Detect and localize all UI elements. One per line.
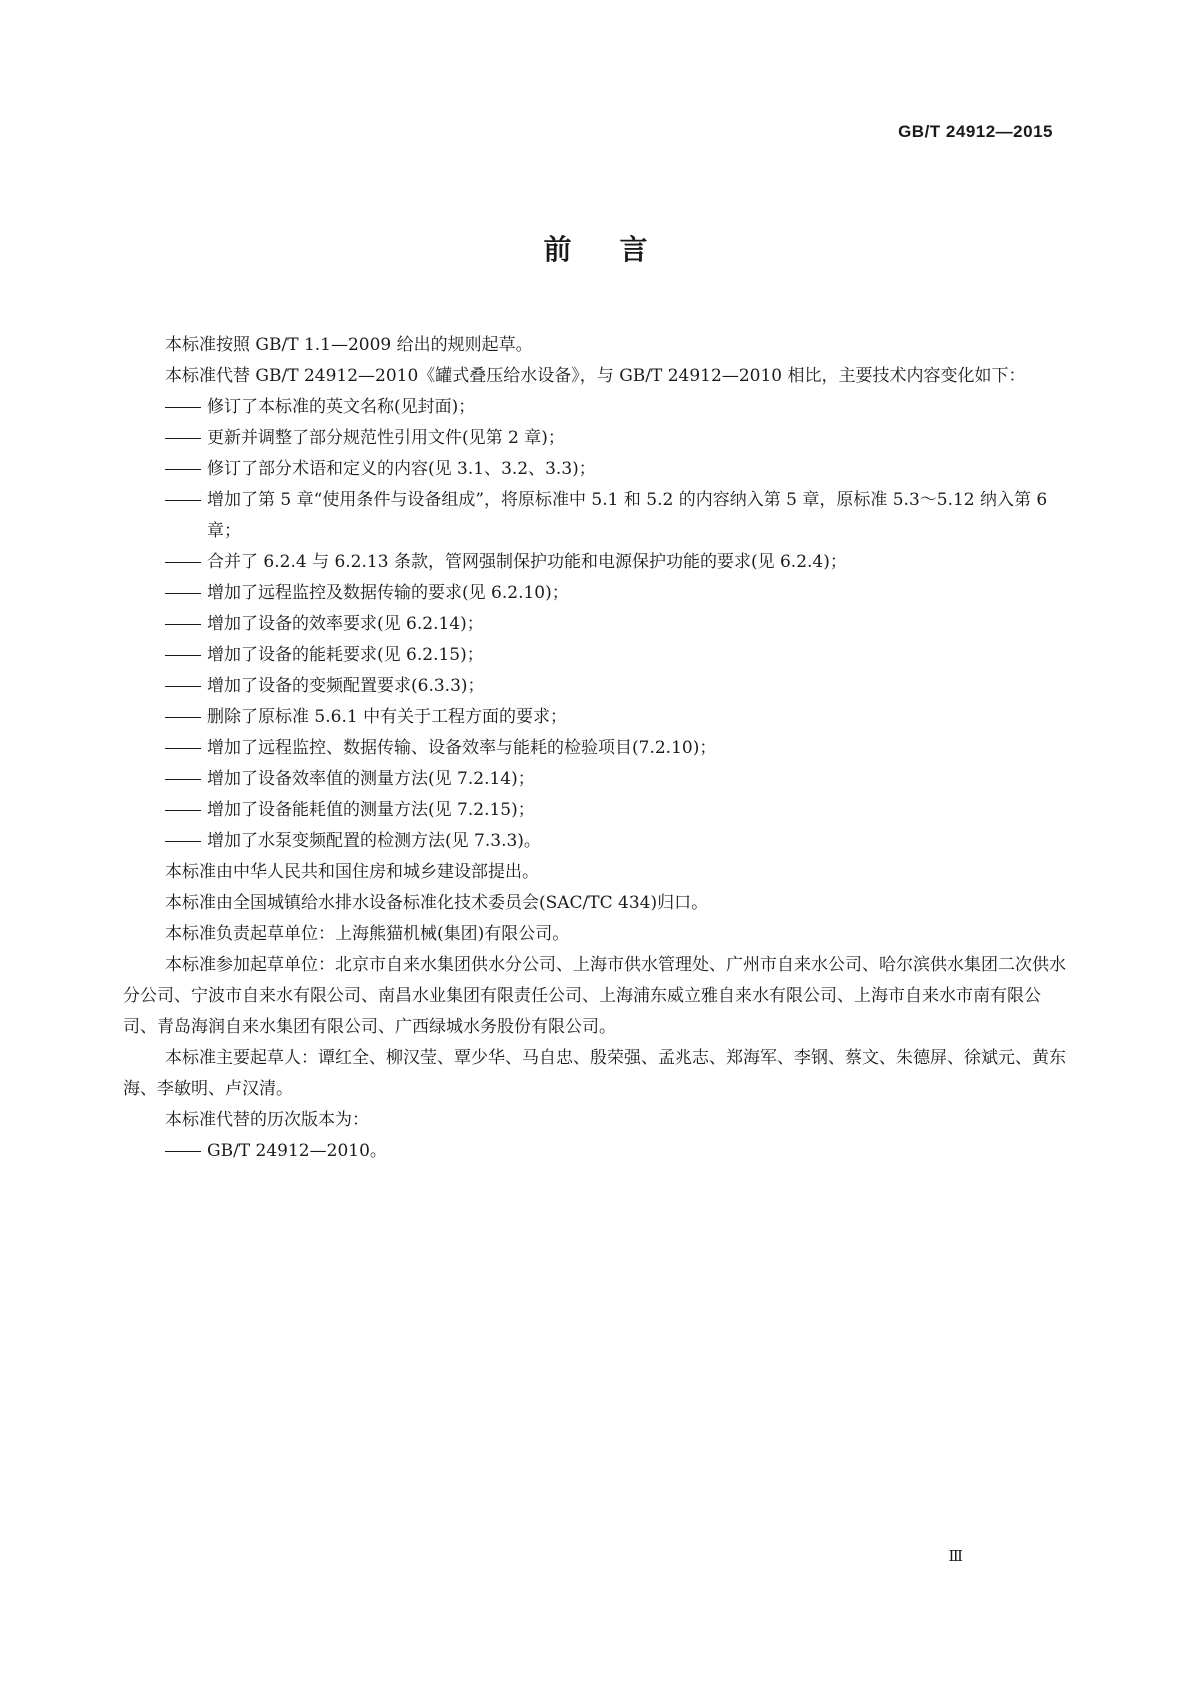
list-item bbox=[123, 423, 1068, 454]
dash-marker bbox=[165, 1151, 201, 1152]
paragraph: 本标准参加起草单位：北京市自来水集团供水分公司、上海市供水管理处、广州市自来水公司、哈尔滨供水集团二次供水分公司、宁波市自来水有限公司、南昌水业集团有限责任公司、上海浦东威立雅自来水有限公司、上海市自来水市南有限公司、青岛海润自来水集团有限公司、广西绿城水务股份有限公司。 bbox=[123, 955, 1066, 1037]
list-item bbox=[123, 392, 1068, 423]
dash-marker bbox=[165, 717, 201, 718]
paragraph: 本标准主要起草人：谭红全、柳汉莹、覃少华、马自忠、殷荣强、孟兆志、郑海军、李钢、蔡文、朱德屏、徐斌元、黄东海、李敏明、卢汉清。 bbox=[123, 1048, 1066, 1099]
dash-marker bbox=[165, 655, 201, 656]
dash-marker bbox=[165, 469, 201, 470]
page-number: Ⅲ bbox=[948, 1547, 963, 1565]
list-item-text: 增加了水泵变频配置的检测方法(见 7.3.3)。 bbox=[207, 831, 541, 851]
dash-marker bbox=[165, 438, 201, 439]
dash-marker bbox=[165, 500, 201, 501]
list-item-text: 增加了设备的变频配置要求(6.3.3)； bbox=[207, 676, 485, 696]
dash-marker bbox=[165, 624, 201, 625]
list-item bbox=[123, 826, 1068, 857]
dash-marker bbox=[165, 593, 201, 594]
document-body bbox=[123, 330, 1068, 1167]
title-char-2: 言 bbox=[619, 233, 648, 266]
list-item bbox=[123, 764, 1068, 795]
list-item bbox=[123, 454, 1068, 485]
list-item-text: 增加了设备的效率要求(见 6.2.14)； bbox=[207, 614, 484, 634]
history-item bbox=[123, 1136, 1068, 1167]
paragraph: 本标准由全国城镇给水排水设备标准化技术委员会(SAC/TC 434)归口。 bbox=[165, 893, 709, 913]
list-item-text: 更新并调整了部分规范性引用文件(见第 2 章)； bbox=[207, 428, 565, 448]
list-item-text: 删除了原标准 5.6.1 中有关于工程方面的要求； bbox=[207, 707, 568, 727]
dash-marker bbox=[165, 841, 201, 842]
paragraph: 本标准负责起草单位：上海熊猫机械(集团)有限公司。 bbox=[165, 924, 570, 944]
list-item bbox=[123, 578, 1068, 609]
list-item bbox=[123, 671, 1068, 702]
list-item-text: 增加了远程监控、数据传输、设备效率与能耗的检验项目(7.2.10)； bbox=[207, 738, 717, 758]
dash-marker bbox=[165, 748, 201, 749]
paragraph: 本标准由中华人民共和国住房和城乡建设部提出。 bbox=[165, 862, 539, 882]
dash-marker bbox=[165, 407, 201, 408]
list-item bbox=[123, 485, 1068, 547]
list-item bbox=[123, 702, 1068, 733]
dash-marker bbox=[165, 686, 201, 687]
list-item bbox=[123, 640, 1068, 671]
paragraph: 本标准代替的历次版本为： bbox=[165, 1110, 369, 1130]
standard-code: GB/T 24912—2015 bbox=[898, 122, 1053, 141]
dash-marker bbox=[165, 562, 201, 563]
paragraph: 本标准代替 GB/T 24912—2010《罐式叠压给水设备》，与 GB/T 24912—2010 相比，主要技术内容变化如下： bbox=[165, 366, 1026, 386]
dash-marker bbox=[165, 779, 201, 780]
list-item bbox=[123, 609, 1068, 640]
list-item bbox=[123, 795, 1068, 826]
list-item-text: 增加了第 5 章“使用条件与设备组成”，将原标准中 5.1 和 5.2 的内容纳入第 5 章，原标准 5.3～5.12 纳入第 6 章； bbox=[207, 490, 1048, 541]
changes-list bbox=[123, 392, 1068, 857]
list-item bbox=[123, 547, 1068, 578]
page-title bbox=[0, 228, 1191, 268]
list-item-text: 增加了远程监控及数据传输的要求(见 6.2.10)； bbox=[207, 583, 569, 603]
list-item-text: 增加了设备能耗值的测量方法(见 7.2.15)； bbox=[207, 800, 535, 820]
list-item-text: 增加了设备效率值的测量方法(见 7.2.14)； bbox=[207, 769, 535, 789]
paragraph: 本标准按照 GB/T 1.1—2009 给出的规则起草。 bbox=[165, 335, 533, 355]
list-item-text: 修订了部分术语和定义的内容(见 3.1、3.2、3.3)； bbox=[207, 459, 596, 479]
list-item-text: 合并了 6.2.4 与 6.2.13 条款，管网强制保护功能和电源保护功能的要求(见 6.2.4)； bbox=[207, 552, 847, 572]
history-item-text: GB/T 24912—2010。 bbox=[207, 1141, 387, 1161]
title-char-1: 前 bbox=[543, 233, 572, 266]
list-item bbox=[123, 733, 1068, 764]
list-item-text: 增加了设备的能耗要求(见 6.2.15)； bbox=[207, 645, 484, 665]
dash-marker bbox=[165, 810, 201, 811]
list-item-text: 修订了本标准的英文名称(见封面)； bbox=[207, 397, 476, 417]
